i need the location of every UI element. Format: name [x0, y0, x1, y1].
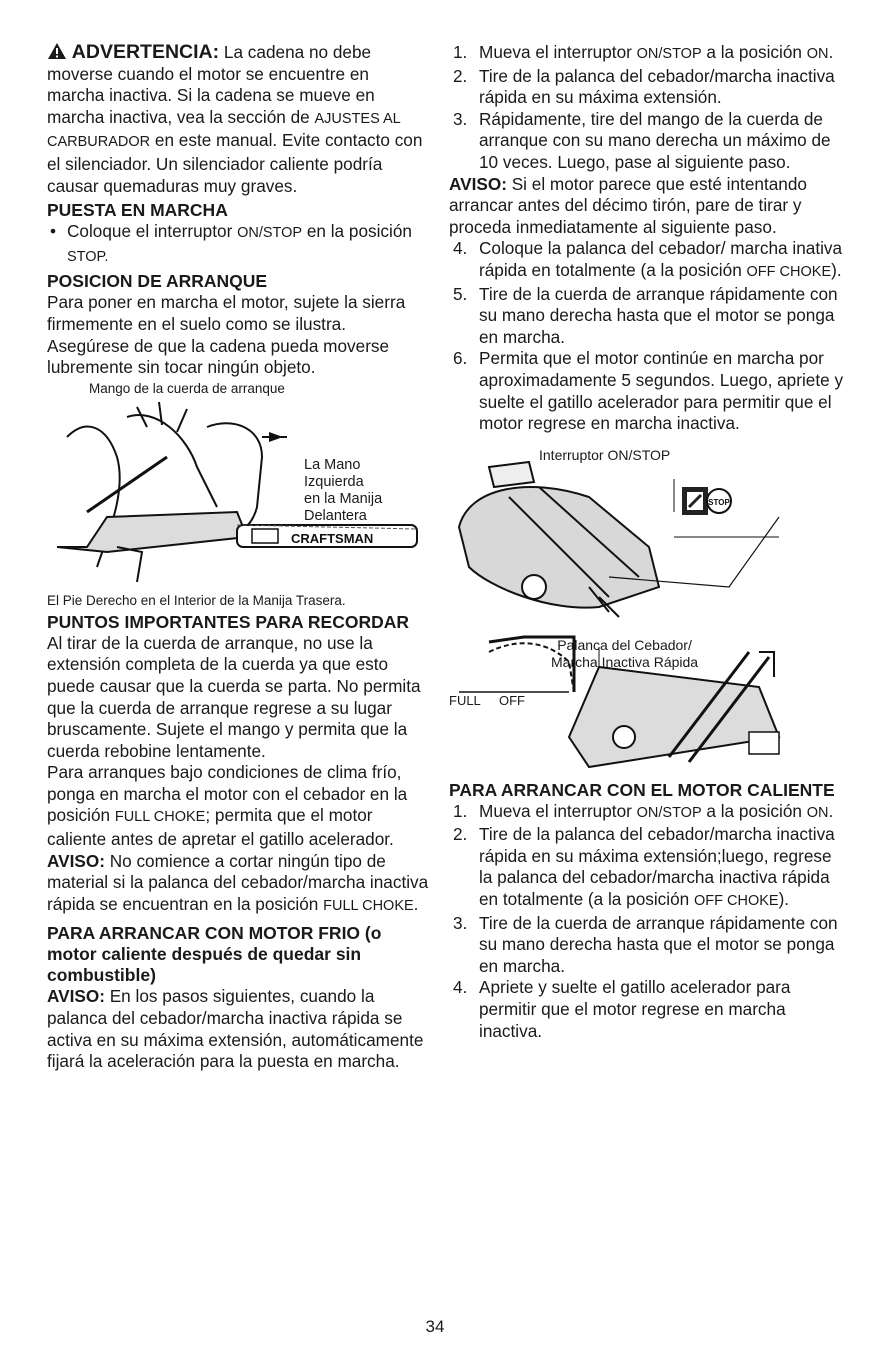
warning-lead: La cadena no debe moverse cuando el motor se encuentre en marcha inactiva. Si la cadena se mueve en marcha inactiva, vea la sección de — [47, 42, 375, 127]
heading-posicion: POSICION DE ARRANQUE — [47, 271, 268, 292]
steps-cold-a — [449, 42, 849, 174]
caption-right-foot: El Pie Derecho en el Interior de la Manija Trasera. — [47, 592, 346, 608]
list-item: 3. Rápidamente, tire del mango de la cuerda de arranque con su mano derecha un máximo de 10 veces. Luego, pase al siguiente paso. — [453, 108, 831, 172]
heading-caliente: PARA ARRANCAR CON EL MOTOR CALIENTE — [449, 779, 835, 800]
label-on-stop-switch: Interruptor ON/STOP — [539, 446, 671, 463]
warning-ref: AJUSTES AL CARBURADOR — [47, 110, 401, 151]
caption-starter-handle: Mango de la cuerda de arranque — [89, 380, 285, 396]
warning-title: ADVERTENCIA: — [71, 41, 220, 63]
label-left-hand: La Mano Izquierda en la Manija Delantera — [304, 456, 383, 524]
list-item: 2. Tire de la palanca del cebador/marcha inactiva rápida en su máxima extensión. — [453, 65, 835, 108]
list-item: • Coloque el interruptor ON/STOP en la posición STOP. — [50, 221, 412, 265]
label-choke-lever: Palanca del Cebador/ Marcha Inactiva Rápida — [551, 636, 699, 670]
steps-cold-b — [449, 238, 849, 434]
puesta-list — [47, 221, 430, 268]
figure-switch-choke — [449, 437, 849, 777]
switch-choke-illustration — [449, 437, 849, 777]
warning-icon — [47, 42, 67, 62]
heading-frio: PARA ARRANCAR CON MOTOR FRIO (o motor caliente después de quedar sin combustible) — [47, 923, 382, 986]
stop-badge: STOP — [708, 497, 730, 507]
steps-hot — [449, 801, 849, 1043]
heading-puntos: PUNTOS IMPORTANTES PARA RECORDAR — [47, 611, 410, 632]
list-item: 1. Mueva el interruptor ON/STOP a la posición ON. — [453, 800, 834, 821]
right-aviso: AVISO: Si el motor parece que esté intentando arrancar antes del décimo tirón, pare de tirar y proceda inmediatamente al siguiente paso. — [449, 173, 807, 237]
frio-aviso: AVISO: En los pasos siguientes, cuando la palanca del cebador/marcha inactiva rápida se activa en su máxima extensión, automáticamente fijará la aceleración para la puesta en marcha. — [47, 986, 424, 1072]
list-item: 4. Coloque la palanca del cebador/ marcha inativa rápida en totalmente (a la posición OFF CHOKE). — [453, 238, 843, 280]
list-item: 6. Permita que el motor continúe en marcha por aproximadamente 5 segundos. Luego, apriete y suelte el gatillo acelerador para permitir que el motor regrese en marcha inactiva. — [453, 348, 844, 434]
list-item: 5. Tire de la cuerda de arranque rápidamente con su mano derecha hasta que el motor se ponga en marcha. — [453, 283, 838, 347]
page-number: 34 — [425, 1317, 445, 1336]
list-item: 1. Mueva el interruptor ON/STOP a la posición ON. — [453, 42, 834, 62]
warning-paragraph — [47, 42, 430, 197]
list-item: 4. Apriete y suelte el gatillo acelerador para permitir que el motor regrese en marcha inactiva. — [453, 977, 791, 1041]
label-off: OFF — [499, 692, 525, 708]
left-column — [47, 42, 430, 1073]
heading-puesta: PUESTA EN MARCHA — [47, 200, 228, 221]
list-item: 2. Tire de la palanca del cebador/marcha inactiva rápida en su máxima extensión;luego, regrese la palanca del cebador/marcha inactiva rápida en totalmente (a la posición OFF CHOKE). — [453, 824, 835, 910]
label-full: FULL — [449, 692, 481, 708]
brand-logo: CRAFTSMAN — [291, 530, 374, 546]
puntos-aviso: AVISO: No comience a cortar ningún tipo de material si la palanca del cebador/marcha inactiva rápida se encuentran en la posición FULL CHOKE. — [47, 850, 429, 914]
right-column — [449, 42, 849, 1042]
posicion-text: Para poner en marcha el motor, sujete la sierra firmemente en el suelo como se ilustra. Asegúrese de que la cadena pueda moverse lubremente sin tocar ningún objeto. — [47, 292, 406, 378]
list-item: 3. Tire de la cuerda de arranque rápidamente con su mano derecha hasta que el motor se ponga en marcha. — [453, 912, 838, 976]
puntos-text-2: Para arranques bajo condiciones de clima frío, ponga en marcha el motor con el cebador en la posición FULL CHOKE; permita que el motor caliente antes de apretar el gatillo acelerador. — [47, 762, 408, 850]
warning-tail: en este manual. Evite contacto con el silenciador. Un silenciador caliente podría causar quemaduras muy graves. — [47, 130, 423, 196]
figure-starting-position — [47, 381, 430, 609]
puntos-text-1: Al tirar de la cuerda de arranque, no use la extensión completa de la cuerda ya que esto puede causar que la cuerda se parta. No permita que la cuerda de arranque regrese a su lugar bruscamente. Sujete el mango y permita que la cuerda rebobine lentamente. — [47, 632, 421, 761]
